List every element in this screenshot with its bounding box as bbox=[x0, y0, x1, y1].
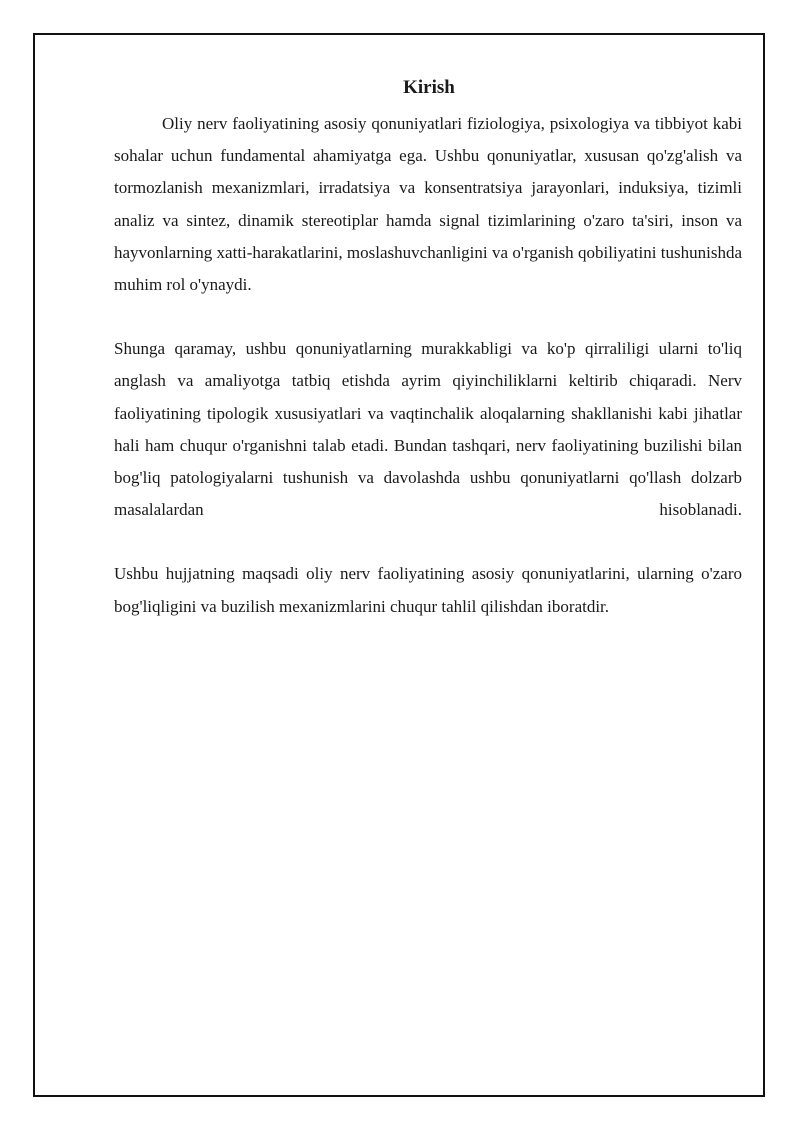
paragraph-purpose: Ushbu hujjatning maqsadi oliy nerv faoliyatining asosiy qonuniyatlarini, ularning o'zaro bog'liqligini va buzilish mexanizmlarini chuqur tahlil qilishdan iboratdir. bbox=[114, 564, 742, 616]
paragraph-challenges: Shunga qaramay, ushbu qonuniyatlarning murakkabligi va ko'p qirraliligi ularni to'liq anglash va amaliyotga tatbiq etishda ayrim qiyinchiliklarni keltirib chiqaradi. Nerv faoliyatining tipologik xususiyatlari va vaqtinchalik aloqalarning shakllanishi kabi jihatlar hali ham chuqur o'rganishni talab etadi. Bundan tashqari, nerv faoliyatining buzilishi bilan bog'liq patologiyalarni tushunish va davolashda ushbu qonuniyatlarni qo'llash dolzarb masalalardan hisoblanadi. bbox=[114, 339, 742, 520]
document-body bbox=[114, 108, 742, 623]
paragraph-introduction: Oliy nerv faoliyatining asosiy qonuniyatlari fiziologiya, psixologiya va tibbiyot kabi sohalar uchun fundamental ahamiyatga ega. Ushbu qonuniyatlar, xususan qo'zg'alish va tormozlanish mexanizmlari, irradatsiya va konsentratsiya jarayonlari, induksiya, tizimli analiz va sintez, dinamik stereotiplar hamda signal tizimlarining o'zaro ta'siri, inson va hayvonlarning xatti-harakatlarini, moslashuvchanligini va o'rganish qobiliyatini tushunishda muhim rol o'ynaydi. bbox=[114, 114, 742, 295]
document-title: Kirish bbox=[403, 77, 455, 98]
